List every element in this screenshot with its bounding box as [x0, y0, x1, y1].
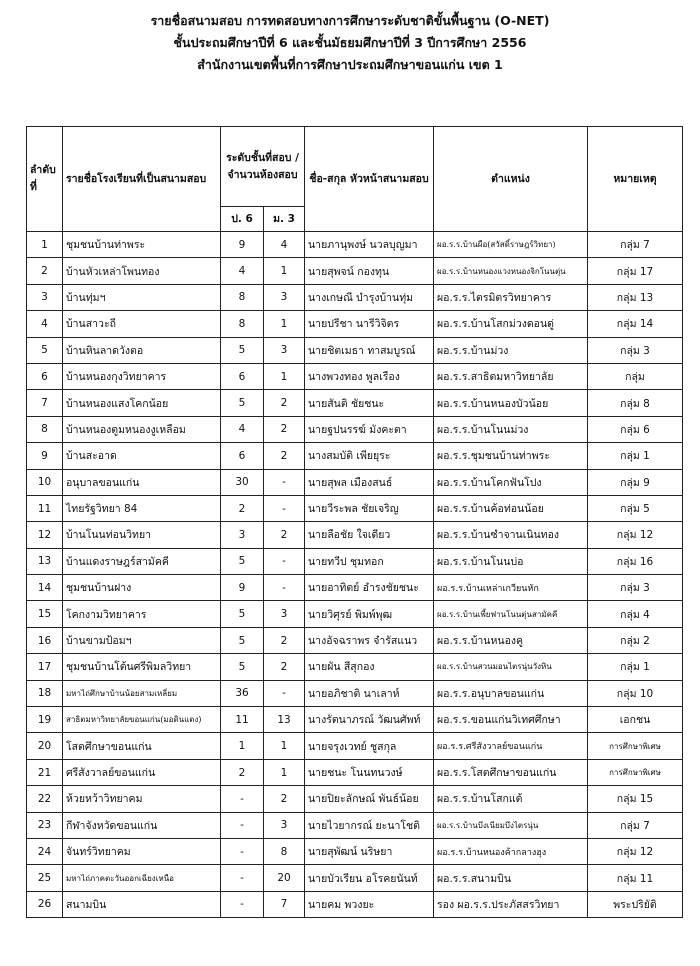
- p6-rooms: 11: [221, 707, 264, 733]
- exam-head-name: นายลือชัย ใจเดียว: [305, 522, 434, 548]
- school-name: ไทยรัฐวิทยา 84: [63, 495, 221, 521]
- school-name: บ้านหนองกุงวิทยาคาร: [63, 363, 221, 389]
- m3-rooms: 13: [264, 707, 305, 733]
- header-office: สำนักงานเขตพื้นที่การศึกษาประถมศึกษาขอนแก่น เขต 1: [197, 57, 503, 72]
- table-row: [27, 337, 683, 363]
- p6-rooms: 6: [221, 443, 264, 469]
- document-header: [0, 10, 700, 76]
- exam-head-name: นายทวีป ชุมทอก: [305, 548, 434, 574]
- m3-rooms: -: [264, 469, 305, 495]
- position: ผอ.ร.ร.บ้านม่วง: [434, 337, 588, 363]
- exam-head-name: นายวีระพล ชัยเจริญ: [305, 495, 434, 521]
- school-name: กีฬาจังหวัดขอนแก่น: [63, 812, 221, 838]
- note: กลุ่ม 4: [588, 601, 683, 627]
- position: ผอ.ร.ร.บ้านเหล่าเกวียนหัก: [434, 575, 588, 601]
- row-number: 8: [27, 416, 63, 442]
- position: ผอ.ร.ร.บ้านสวนมอนไตรนุ่นวังหิน: [434, 654, 588, 680]
- m3-rooms: 20: [264, 865, 305, 891]
- exam-head-name: นายปรีชา นารีวิจิตร: [305, 311, 434, 337]
- header-no: ลำดับที่: [27, 127, 63, 232]
- m3-rooms: 3: [264, 601, 305, 627]
- school-name: บ้านหินลาดวังตอ: [63, 337, 221, 363]
- exam-head-name: นายชนะ โนนทนวงษ์: [305, 759, 434, 785]
- exam-head-name: นายฐปนรรฆ์ มังคะตา: [305, 416, 434, 442]
- table-row: [27, 416, 683, 442]
- row-number: 26: [27, 891, 63, 917]
- school-name: บ้านโนนท่อนวิทยา: [63, 522, 221, 548]
- table-row: [27, 865, 683, 891]
- row-number: 13: [27, 548, 63, 574]
- row-number: 21: [27, 759, 63, 785]
- m3-rooms: 3: [264, 337, 305, 363]
- row-number: 25: [27, 865, 63, 891]
- table-row: [27, 812, 683, 838]
- table-row: [27, 495, 683, 521]
- note: การศึกษาพิเศษ: [588, 759, 683, 785]
- table-row: [27, 891, 683, 917]
- position: ผอ.ร.ร.บ้านโคกฟันโปง: [434, 469, 588, 495]
- position: ผอ.ร.ร.บ้านโนนบ่อ: [434, 548, 588, 574]
- m3-rooms: 2: [264, 522, 305, 548]
- p6-rooms: 2: [221, 759, 264, 785]
- p6-rooms: 36: [221, 680, 264, 706]
- note: กลุ่ม 16: [588, 548, 683, 574]
- table-row: [27, 548, 683, 574]
- exam-head-name: นายอาทิตย์ อำรงชัยชนะ: [305, 575, 434, 601]
- p6-rooms: 30: [221, 469, 264, 495]
- school-name: สนามบิน: [63, 891, 221, 917]
- note: กลุ่ม 9: [588, 469, 683, 495]
- p6-rooms: 5: [221, 390, 264, 416]
- note: กลุ่ม 7: [588, 812, 683, 838]
- table-row: [27, 680, 683, 706]
- table-body: [27, 232, 683, 918]
- table-row: [27, 311, 683, 337]
- exam-head-name: นายปิยะลักษณ์ พันธ์น้อย: [305, 786, 434, 812]
- m3-rooms: 8: [264, 838, 305, 864]
- p6-rooms: 6: [221, 363, 264, 389]
- m3-rooms: 3: [264, 812, 305, 838]
- school-name: ศรีสังวาลย์ขอนแก่น: [63, 759, 221, 785]
- school-name: บ้านสาวะถี: [63, 311, 221, 337]
- exam-head-name: นายอภิชาติ นาเลาห์: [305, 680, 434, 706]
- position: ผอ.ร.ร.บ้านผือ(สวัสดิ์ราษฎร์วิทยา): [434, 232, 588, 258]
- table-row: [27, 258, 683, 284]
- p6-rooms: -: [221, 865, 264, 891]
- table-row: [27, 469, 683, 495]
- m3-rooms: 1: [264, 759, 305, 785]
- school-name: สาธิตมหาวิทยาลัยขอนแก่น(มอดินแดง): [63, 707, 221, 733]
- table-row: [27, 601, 683, 627]
- school-name: บ้านหนองตูมหนองงูเหลือม: [63, 416, 221, 442]
- exam-head-name: นางพวงทอง พูลเรือง: [305, 363, 434, 389]
- header-exam-head: ชื่อ-สกุล หัวหน้าสนามสอบ: [305, 127, 434, 232]
- table-row: [27, 390, 683, 416]
- position: ผอ.ร.ร.ชุมชนบ้านท่าพระ: [434, 443, 588, 469]
- note: กลุ่ม 6: [588, 416, 683, 442]
- row-number: 16: [27, 627, 63, 653]
- school-name: มหาไถ่ภาคตะวันออกเฉียงเหนือ: [63, 865, 221, 891]
- note: กลุ่ม 2: [588, 627, 683, 653]
- m3-rooms: -: [264, 495, 305, 521]
- position: ผอ.ร.ร.บ้านเพี้ยฟานโนนตุ่นสามัคคี: [434, 601, 588, 627]
- m3-rooms: 2: [264, 390, 305, 416]
- m3-rooms: 2: [264, 786, 305, 812]
- school-name: บ้านขามป้อมฯ: [63, 627, 221, 653]
- m3-rooms: -: [264, 680, 305, 706]
- row-number: 20: [27, 733, 63, 759]
- m3-rooms: -: [264, 575, 305, 601]
- row-number: 18: [27, 680, 63, 706]
- table-row: [27, 733, 683, 759]
- note: กลุ่ม 10: [588, 680, 683, 706]
- row-number: 5: [27, 337, 63, 363]
- school-name: จันทร์วิทยาคม: [63, 838, 221, 864]
- school-name: โคกงามวิทยาคาร: [63, 601, 221, 627]
- exam-head-name: นายผัน สีสุกอง: [305, 654, 434, 680]
- position: รอง ผอ.ร.ร.ประภัสสรวิทยา: [434, 891, 588, 917]
- p6-rooms: 9: [221, 232, 264, 258]
- note: กลุ่ม 7: [588, 232, 683, 258]
- p6-rooms: -: [221, 786, 264, 812]
- note: กลุ่ม 12: [588, 522, 683, 548]
- p6-rooms: -: [221, 891, 264, 917]
- p6-rooms: 5: [221, 601, 264, 627]
- m3-rooms: 7: [264, 891, 305, 917]
- m3-rooms: 1: [264, 311, 305, 337]
- school-name: บ้านหัวเหล่าโพนทอง: [63, 258, 221, 284]
- p6-rooms: 8: [221, 284, 264, 310]
- note: กลุ่ม 13: [588, 284, 683, 310]
- exam-head-name: นายชิตเมธา ทาสมบูรณ์: [305, 337, 434, 363]
- school-name: บ้านหนองแสงโคกน้อย: [63, 390, 221, 416]
- row-number: 7: [27, 390, 63, 416]
- position: ผอ.ร.ร.ไตรมิตรวิทยาคาร: [434, 284, 588, 310]
- table-row: [27, 838, 683, 864]
- note: กลุ่ม 5: [588, 495, 683, 521]
- table-row: [27, 707, 683, 733]
- exam-head-name: นายภานุพงษ์ นวลบุญมา: [305, 232, 434, 258]
- exam-head-name: นายสุพล เมืองสนธ์: [305, 469, 434, 495]
- position: ผอ.ร.ร.บ้านหนองคู: [434, 627, 588, 653]
- table-row: [27, 522, 683, 548]
- note: กลุ่ม 11: [588, 865, 683, 891]
- exam-head-name: นางสมบัติ เพียยุระ: [305, 443, 434, 469]
- position: ผอ.ร.ร.ขอนแก่นวิเทศศึกษา: [434, 707, 588, 733]
- row-number: 24: [27, 838, 63, 864]
- school-name: บ้านสะอาด: [63, 443, 221, 469]
- position: ผอ.ร.ร.บ้านโนนม่วง: [434, 416, 588, 442]
- note: กลุ่ม 12: [588, 838, 683, 864]
- position: ผอ.ร.ร.บ้านหนองแวงหนองจิกโนนตุ่น: [434, 258, 588, 284]
- position: ผอ.ร.ร.บ้านหนองค้ากลางฮุง: [434, 838, 588, 864]
- note: กลุ่ม 8: [588, 390, 683, 416]
- school-name: ชุมชนบ้านท่าพระ: [63, 232, 221, 258]
- row-number: 9: [27, 443, 63, 469]
- p6-rooms: 5: [221, 337, 264, 363]
- row-number: 1: [27, 232, 63, 258]
- exam-head-name: นายสันติ ชัยชนะ: [305, 390, 434, 416]
- m3-rooms: 2: [264, 654, 305, 680]
- position: ผอ.ร.ร.บ้านหนองบัวน้อย: [434, 390, 588, 416]
- p6-rooms: 9: [221, 575, 264, 601]
- row-number: 17: [27, 654, 63, 680]
- exam-head-name: นางเกษณี บำรุงบ้านทุ่ม: [305, 284, 434, 310]
- note: เอกชน: [588, 707, 683, 733]
- header-subtitle: ชั้นประถมศึกษาปีที่ 6 และชั้นมัธยมศึกษาปีที่ 3 ปีการศึกษา 2556: [173, 35, 527, 50]
- exam-head-name: นางรัตนาภรณ์ วัฒนศัพท์: [305, 707, 434, 733]
- exam-head-name: นางอัจฉราพร จำรัสแนว: [305, 627, 434, 653]
- note: กลุ่ม 3: [588, 337, 683, 363]
- table-row: [27, 627, 683, 653]
- table-row: [27, 759, 683, 785]
- p6-rooms: -: [221, 838, 264, 864]
- row-number: 22: [27, 786, 63, 812]
- header-note: หมายเหตุ: [588, 127, 683, 232]
- p6-rooms: -: [221, 812, 264, 838]
- m3-rooms: 1: [264, 363, 305, 389]
- school-name: บ้านแดงราษฎร์สามัคคี: [63, 548, 221, 574]
- header-school: รายชื่อโรงเรียนที่เป็นสนามสอบ: [63, 127, 221, 232]
- position: ผอ.ร.ร.บ้านโสกม่วงดอนดู่: [434, 311, 588, 337]
- school-name: มหาไถ่ศึกษาบ้านน้อยสามเหลี่ยม: [63, 680, 221, 706]
- m3-rooms: 2: [264, 416, 305, 442]
- note: กลุ่ม 3: [588, 575, 683, 601]
- note: กลุ่ม 1: [588, 443, 683, 469]
- position: ผอ.ร.ร.บ้านซำจานเนินทอง: [434, 522, 588, 548]
- table-row: [27, 786, 683, 812]
- table-row: [27, 284, 683, 310]
- school-name: โสตศึกษาขอนแก่น: [63, 733, 221, 759]
- note: กลุ่ม 15: [588, 786, 683, 812]
- p6-rooms: 5: [221, 548, 264, 574]
- row-number: 3: [27, 284, 63, 310]
- school-name: อนุบาลขอนแก่น: [63, 469, 221, 495]
- position: ผอ.ร.ร.บ้านโสกแต้: [434, 786, 588, 812]
- row-number: 4: [27, 311, 63, 337]
- row-number: 10: [27, 469, 63, 495]
- header-title: รายชื่อสนามสอบ การทดสอบทางการศึกษาระดับชาติขั้นพื้นฐาน (O-NET): [150, 13, 550, 28]
- exam-head-name: นายจรุงเวทย์ ชูสกุล: [305, 733, 434, 759]
- p6-rooms: 5: [221, 627, 264, 653]
- table-row: [27, 232, 683, 258]
- row-number: 12: [27, 522, 63, 548]
- school-name: ชุมชนบ้านฝาง: [63, 575, 221, 601]
- school-name: บ้านทุ่มฯ: [63, 284, 221, 310]
- row-number: 23: [27, 812, 63, 838]
- m3-rooms: 1: [264, 258, 305, 284]
- m3-rooms: 4: [264, 232, 305, 258]
- header-position: ตำแหน่ง: [434, 127, 588, 232]
- position: ผอ.ร.ร.ศรีสังวาลย์ขอนแก่น: [434, 733, 588, 759]
- row-number: 19: [27, 707, 63, 733]
- p6-rooms: 4: [221, 416, 264, 442]
- exam-venue-table: [26, 126, 683, 918]
- p6-rooms: 8: [221, 311, 264, 337]
- position: ผอ.ร.ร.สนามบิน: [434, 865, 588, 891]
- exam-head-name: นายคม พวงยะ: [305, 891, 434, 917]
- row-number: 11: [27, 495, 63, 521]
- p6-rooms: 1: [221, 733, 264, 759]
- position: ผอ.ร.ร.บ้านค้อท่อนน้อย: [434, 495, 588, 521]
- p6-rooms: 2: [221, 495, 264, 521]
- m3-rooms: 2: [264, 443, 305, 469]
- note: การศึกษาพิเศษ: [588, 733, 683, 759]
- row-number: 2: [27, 258, 63, 284]
- note: พระปริยัติ: [588, 891, 683, 917]
- header-m3: ม. 3: [264, 207, 305, 232]
- p6-rooms: 4: [221, 258, 264, 284]
- exam-head-name: นายวิศุรย์ พิมพ์พุฒ: [305, 601, 434, 627]
- position: ผอ.ร.ร.โสตศึกษาขอนแก่น: [434, 759, 588, 785]
- table-row: [27, 654, 683, 680]
- note: กลุ่ม 17: [588, 258, 683, 284]
- m3-rooms: 1: [264, 733, 305, 759]
- m3-rooms: 3: [264, 284, 305, 310]
- table-row: [27, 443, 683, 469]
- p6-rooms: 3: [221, 522, 264, 548]
- p6-rooms: 5: [221, 654, 264, 680]
- exam-head-name: นายไวยากรณ์ ยะนาโชติ: [305, 812, 434, 838]
- row-number: 15: [27, 601, 63, 627]
- position: ผอ.ร.ร.อนุบาลขอนแก่น: [434, 680, 588, 706]
- school-name: ชุมชนบ้านโต้นศรีพิมลวิทยา: [63, 654, 221, 680]
- header-level: ระดับชั้นที่สอบ / จำนวนห้องสอบ: [221, 127, 305, 207]
- note: กลุ่ม 1: [588, 654, 683, 680]
- exam-head-name: นายบัวเรียน อโรคยนันท์: [305, 865, 434, 891]
- table-row: [27, 363, 683, 389]
- m3-rooms: 2: [264, 627, 305, 653]
- note: กลุ่ม: [588, 363, 683, 389]
- row-number: 14: [27, 575, 63, 601]
- row-number: 6: [27, 363, 63, 389]
- exam-head-name: นายสุพจน์ กองทุน: [305, 258, 434, 284]
- position: ผอ.ร.ร.บ้านบึงเนียมบึงไตรนุ่น: [434, 812, 588, 838]
- table-row: [27, 575, 683, 601]
- school-name: ห้วยหว้าวิทยาคม: [63, 786, 221, 812]
- note: กลุ่ม 14: [588, 311, 683, 337]
- exam-head-name: นายสุพัฒน์ นริษยา: [305, 838, 434, 864]
- position: ผอ.ร.ร.สาธิตมหาวิทยาลัย: [434, 363, 588, 389]
- header-p6: ป. 6: [221, 207, 264, 232]
- m3-rooms: -: [264, 548, 305, 574]
